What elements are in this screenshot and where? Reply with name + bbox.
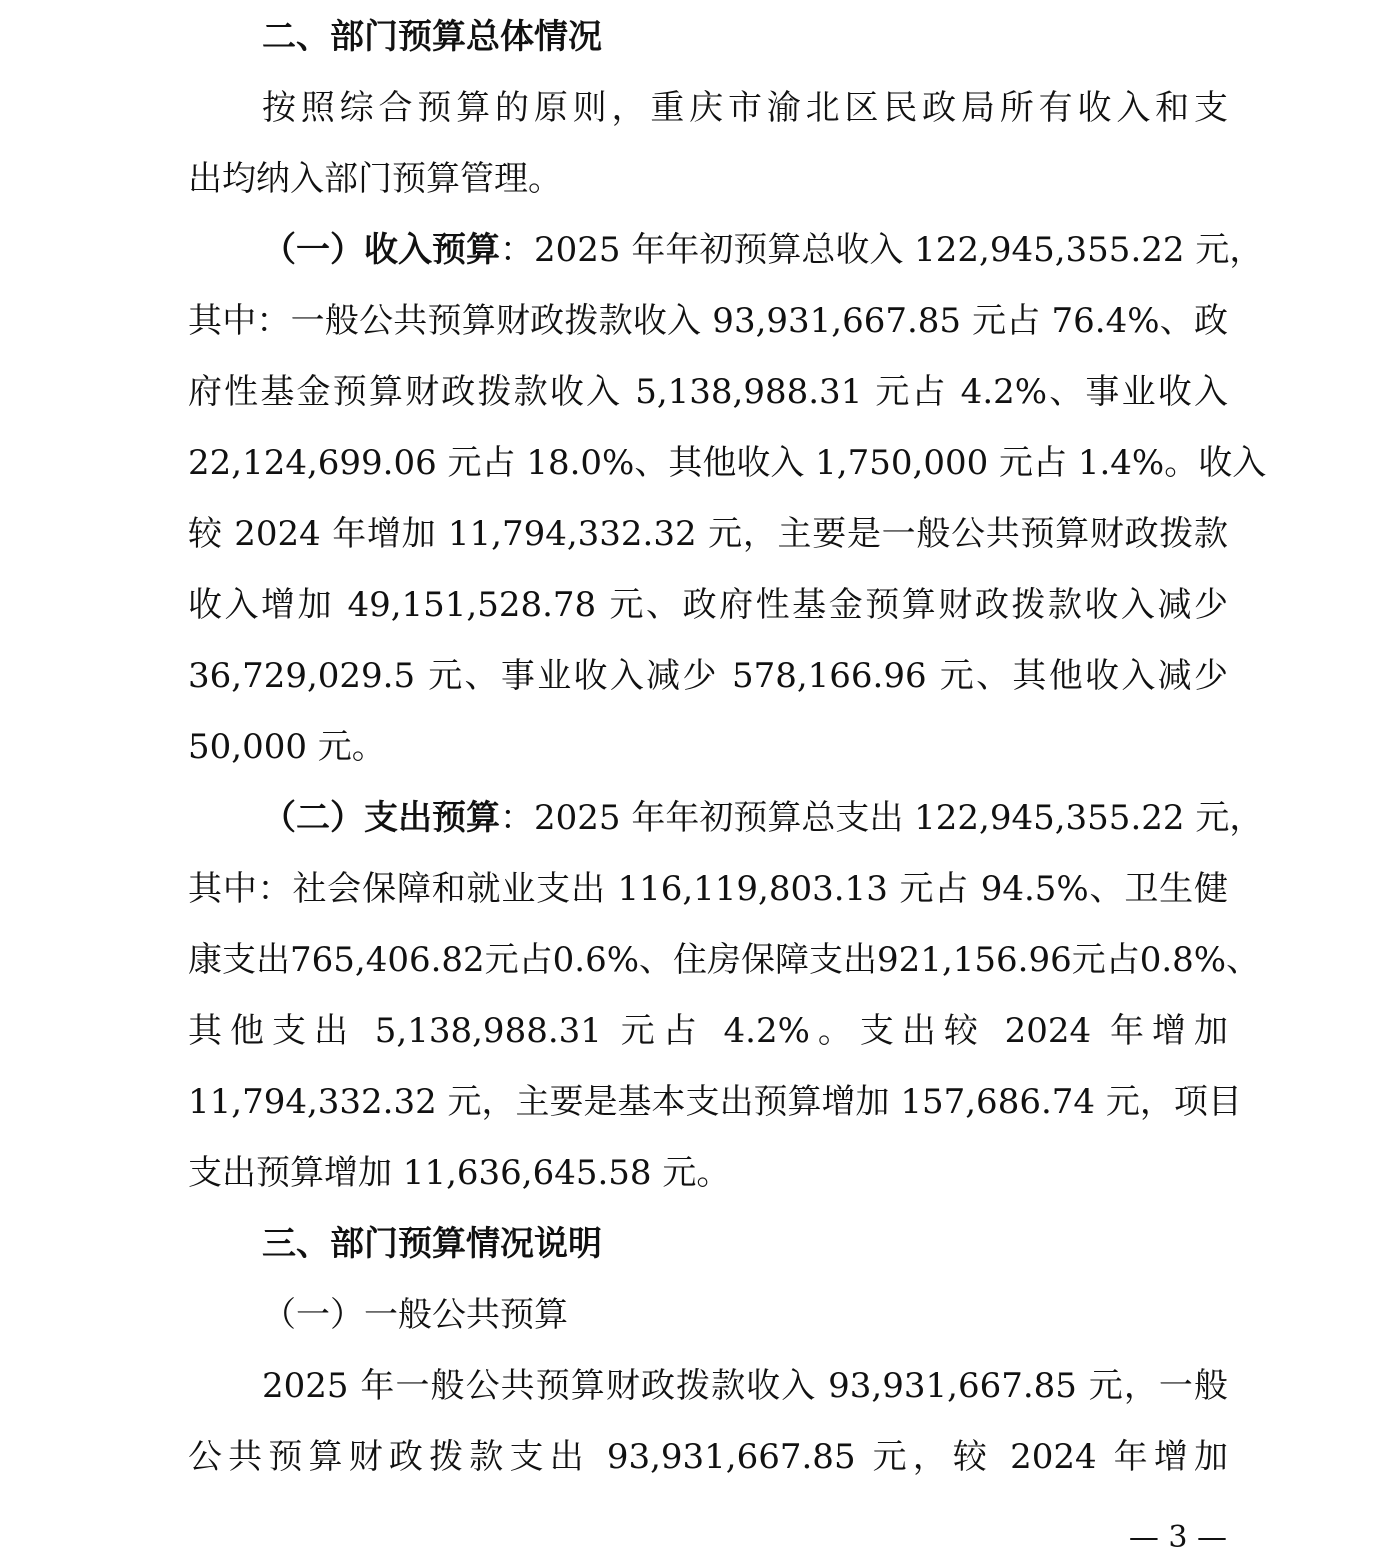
paragraph-line: 36,729,029.5 元、事业收入减少 578,166.96 元、其他收入减少 <box>188 656 1228 696</box>
expense-budget-text: ：2025 年年初预算总支出 122,945,355.22 元， <box>500 798 1264 838</box>
expense-budget-label: （二）支出预算 <box>262 798 500 838</box>
income-budget-line <box>188 215 1264 286</box>
income-budget-label: （一）收入预算 <box>262 230 500 270</box>
paragraph-line: 出均纳入部门预算管理。 <box>188 159 562 199</box>
paragraph-line: 11,794,332.32 元，主要是基本支出预算增加 157,686.74 元，项目 <box>188 1082 1242 1122</box>
paragraph-line: 收入增加 49,151,528.78 元、政府性基金预算财政拨款收入减少 <box>188 585 1228 625</box>
paragraph-line: 其他支出 5,138,988.31 元占 4.2%。支出较 2024 年增加 <box>188 1011 1228 1051</box>
paragraph-line: 50,000 元。 <box>188 727 386 767</box>
paragraph-line: 2025 年一般公共预算财政拨款收入 93,931,667.85 元，一般 <box>262 1366 1228 1406</box>
section-heading-overall: 二、部门预算总体情况 <box>262 17 602 57</box>
paragraph-line: 其中：社会保障和就业支出 116,119,803.13 元占 94.5%、卫生健 <box>188 869 1228 909</box>
paragraph-line: 22,124,699.06 元占 18.0%、其他收入 1,750,000 元占 1.4%。收入 <box>188 443 1267 483</box>
paragraph-line: 支出预算增加 11,636,645.58 元。 <box>188 1153 731 1193</box>
paragraph-line: 康支出765,406.82元占0.6%、住房保障支出921,156.96元占0.8%、 <box>188 940 1261 980</box>
subsection-heading-general-budget: （一）一般公共预算 <box>262 1295 568 1335</box>
income-budget-text: ：2025 年年初预算总收入 122,945,355.22 元， <box>500 230 1264 270</box>
page-number: — 3 — <box>1128 1520 1227 1555</box>
expense-budget-line <box>188 783 1264 854</box>
paragraph-line: 按照综合预算的原则，重庆市渝北区民政局所有收入和支 <box>262 88 1228 128</box>
paragraph-line: 其中：一般公共预算财政拨款收入 93,931,667.85 元占 76.4%、政 <box>188 301 1228 341</box>
paragraph-line: 公共预算财政拨款支出 93,931,667.85 元，较 2024 年增加 <box>188 1437 1228 1477</box>
paragraph-line: 府性基金预算财政拨款收入 5,138,988.31 元占 4.2%、事业收入 <box>188 372 1228 412</box>
paragraph-line: 较 2024 年增加 11,794,332.32 元，主要是一般公共预算财政拨款 <box>188 514 1228 554</box>
document-body <box>188 2 1267 1493</box>
section-heading-explanation: 三、部门预算情况说明 <box>262 1224 602 1264</box>
